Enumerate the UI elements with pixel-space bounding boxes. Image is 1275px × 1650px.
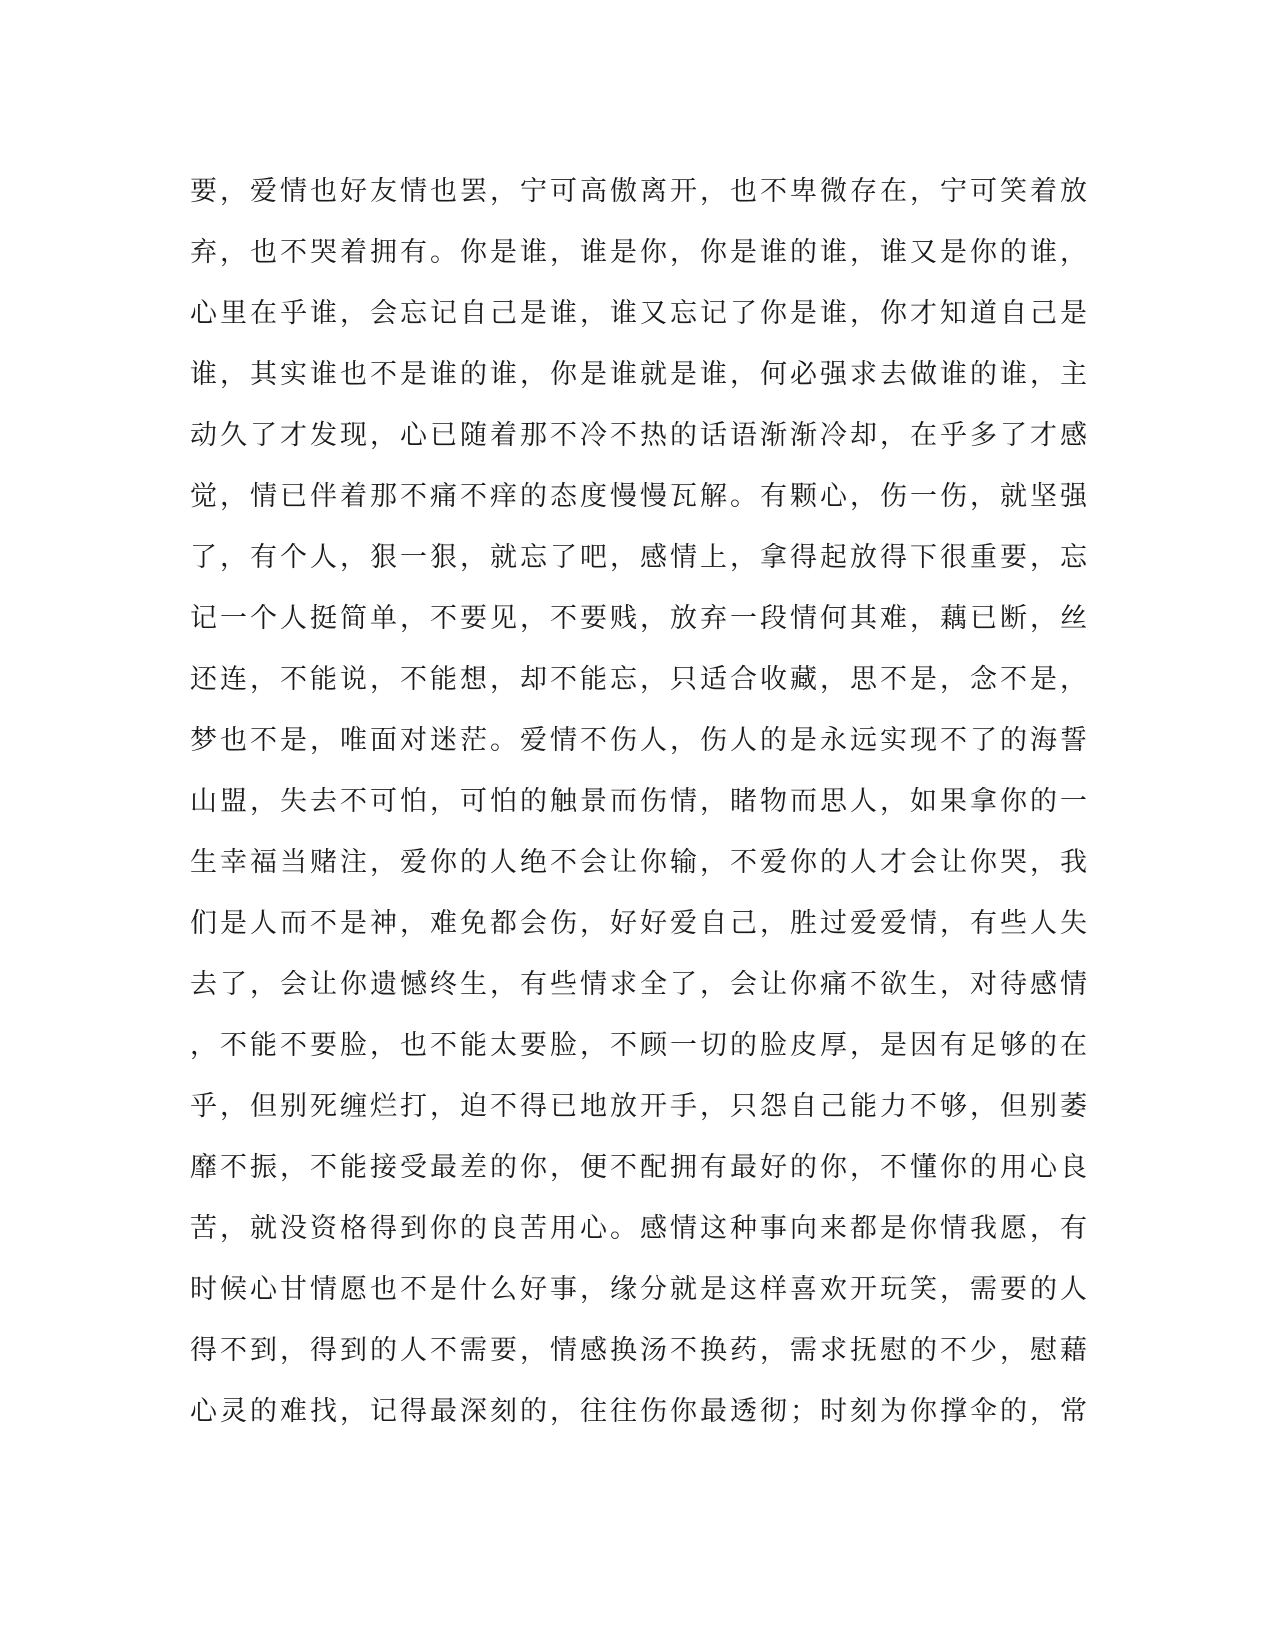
text-line: 们是人而不是神，难免都会伤，好好爱自己，胜过爱爱情，有些人失	[190, 908, 1090, 939]
text-line: 生幸福当赌注，爱你的人绝不会让你输，不爱你的人才会让你哭，我	[190, 847, 1090, 878]
text-line: 靡不振，不能接受最差的你，便不配拥有最好的你，不懂你的用心良	[190, 1152, 1090, 1183]
text-line: 弃，也不哭着拥有。你是谁，谁是你，你是谁的谁，谁又是你的谁，	[190, 237, 1090, 268]
text-line: 了，有个人，狠一狠，就忘了吧，感情上，拿得起放得下很重要，忘	[190, 542, 1090, 573]
text-line: 记一个人挺简单，不要见，不要贱，放弃一段情何其难，藕已断，丝	[190, 603, 1090, 634]
text-line: 去了，会让你遗憾终生，有些情求全了，会让你痛不欲生，对待感情	[190, 969, 1090, 1000]
text-line: 心灵的难找，记得最深刻的，往往伤你最透彻；时刻为你撑伞的，常	[190, 1396, 1090, 1427]
text-line: 要，爱情也好友情也罢，宁可高傲离开，也不卑微存在，宁可笑着放	[190, 176, 1090, 207]
text-line: 乎，但别死缠烂打，迫不得已地放开手，只怨自己能力不够，但别萎	[190, 1091, 1090, 1122]
text-line: 梦也不是，唯面对迷茫。爱情不伤人，伤人的是永远实现不了的海誓	[190, 725, 1090, 756]
text-line: 谁，其实谁也不是谁的谁，你是谁就是谁，何必强求去做谁的谁，主	[190, 359, 1090, 390]
text-line: 心里在乎谁，会忘记自己是谁，谁又忘记了你是谁，你才知道自己是	[190, 298, 1090, 329]
text-line: 得不到，得到的人不需要，情感换汤不换药，需求抚慰的不少，慰藉	[190, 1335, 1090, 1366]
body-text	[190, 161, 1090, 1442]
text-line: 还连，不能说，不能想，却不能忘，只适合收藏，思不是，念不是，	[190, 664, 1090, 695]
text-line: 山盟，失去不可怕，可怕的触景而伤情，睹物而思人，如果拿你的一	[190, 786, 1090, 817]
text-line: 动久了才发现，心已随着那不冷不热的话语渐渐冷却，在乎多了才感	[190, 420, 1090, 451]
text-line: 苦，就没资格得到你的良苦用心。感情这种事向来都是你情我愿，有	[190, 1213, 1090, 1244]
text-line: 觉，情已伴着那不痛不痒的态度慢慢瓦解。有颗心，伤一伤，就坚强	[190, 481, 1090, 512]
text-line: 时候心甘情愿也不是什么好事，缘分就是这样喜欢开玩笑，需要的人	[190, 1274, 1090, 1305]
text-line: ，不能不要脸，也不能太要脸，不顾一切的脸皮厚，是因有足够的在	[190, 1030, 1090, 1061]
